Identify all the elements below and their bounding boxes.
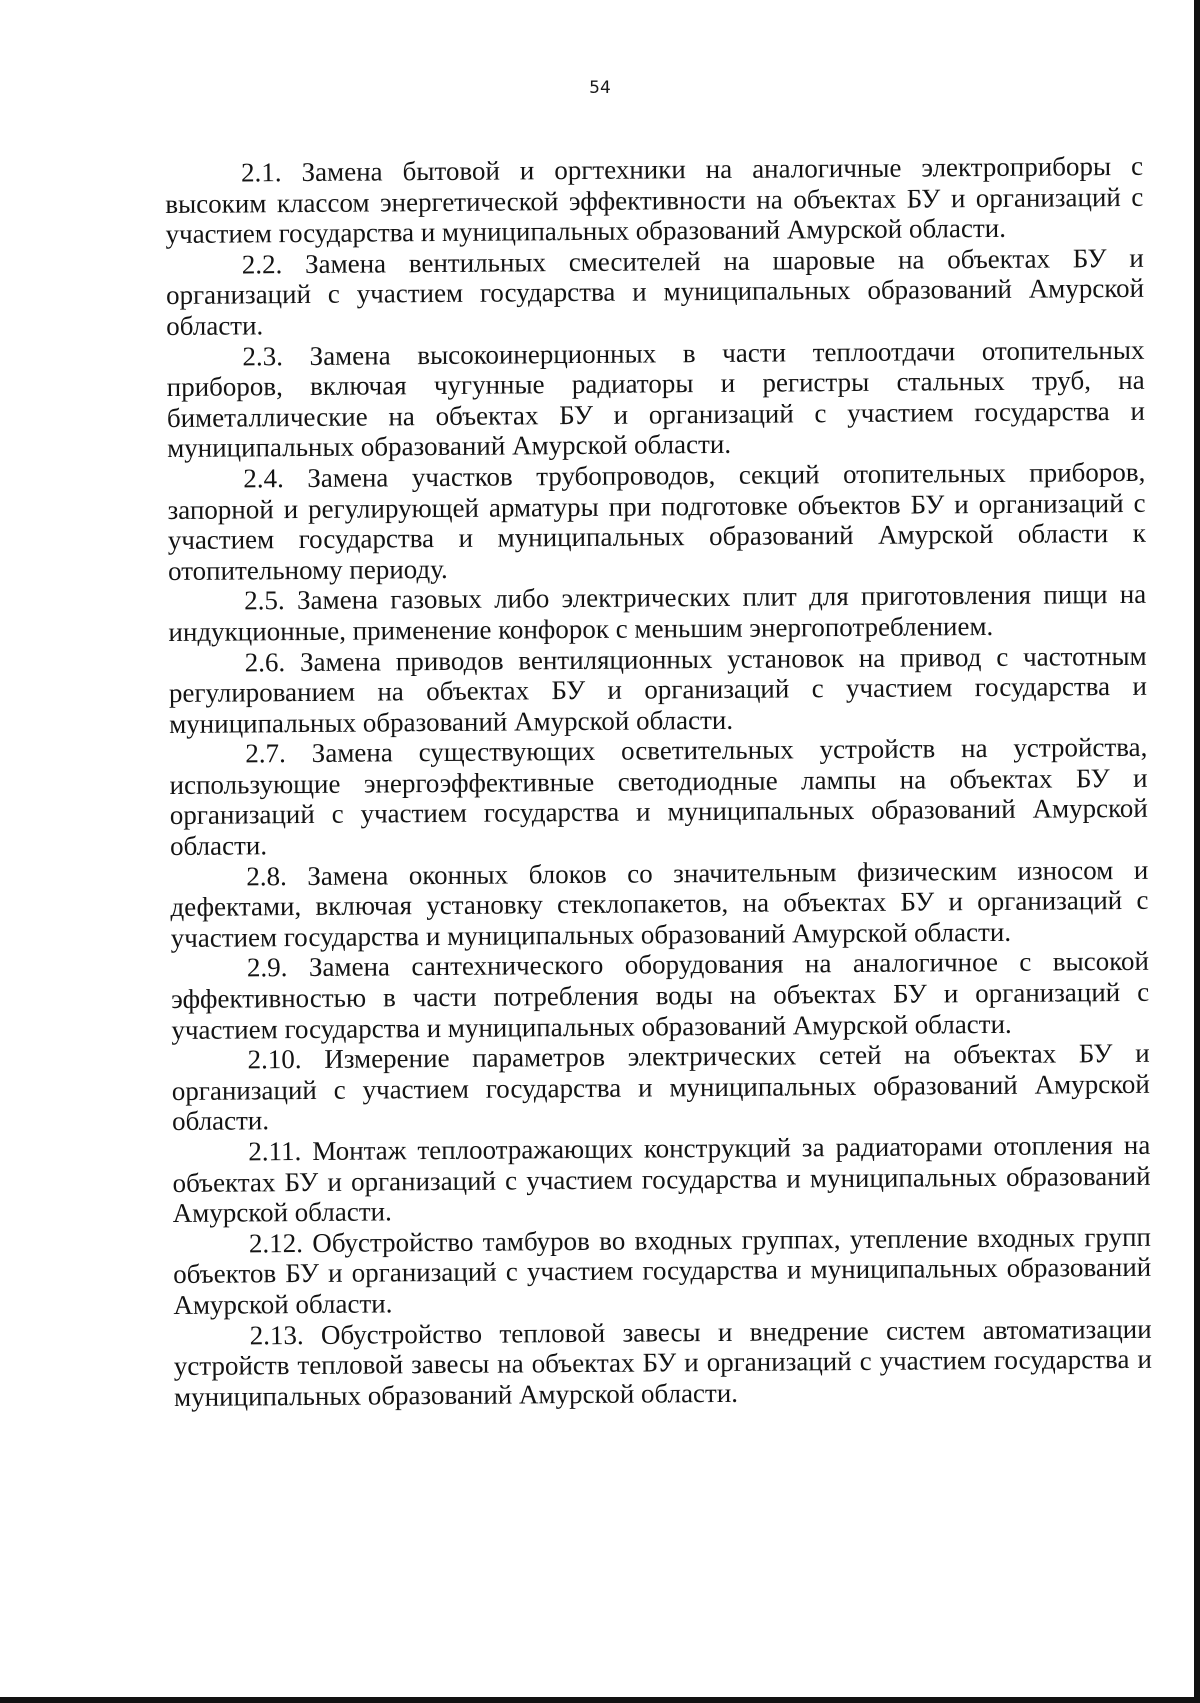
paragraph-2-10: 2.10. Измерение параметров электрических сетей на объектах БУ и организаций с участием государства и муниципальных образований Амурской области. xyxy=(171,1038,1150,1137)
page-number: 54 xyxy=(589,78,611,98)
scan-edge-bottom xyxy=(0,1697,1200,1703)
paragraph-2-9: 2.9. Замена сантехнического оборудования на аналогичное с высокой эффективностью в части потребления воды на объектах БУ и организаций с участием государства и муниципальных образований Амурской области. xyxy=(171,946,1150,1045)
paragraph-2-8: 2.8. Замена оконных блоков со значительным физическим износом и дефектами, включая установку стеклопакетов, на объектах БУ и организаций с участием государства и муниципальных образований Амурской области. xyxy=(170,854,1149,953)
paragraph-2-12: 2.12. Обустройство тамбуров во входных группах, утепление входных групп объектов БУ и организаций с участием государства и муниципальных образований Амурской области. xyxy=(173,1221,1152,1320)
paragraph-2-11: 2.11. Монтаж теплоотражающих конструкций за радиаторами отопления на объектах БУ и организаций с участием государства и муниципальных образований Амурской области. xyxy=(172,1129,1151,1229)
document-body xyxy=(165,151,1152,1412)
scan-edge-right xyxy=(1194,0,1200,1703)
paragraph-2-6: 2.6. Замена приводов вентиляционных установок на привод с частотным регулированием на объектах БУ и организаций с участием государства и муниципальных образований Амурской области. xyxy=(168,640,1148,739)
paragraph-2-1: 2.1. Замена бытовой и оргтехники на аналогичные электроприборы с высоким классом энергетической эффективности на объектах БУ и организаций с участием государства и муниципальных образований Амурской области. xyxy=(165,150,1144,250)
paragraph-2-2: 2.2. Замена вентильных смесителей на шаровые на объектах БУ и организаций с участием государства и муниципальных образований Амурской области. xyxy=(165,242,1145,341)
paragraph-2-5: 2.5. Замена газовых либо электрических плит для приготовления пищи на индукционные, применение конфорок с меньшим энергопотреблением. xyxy=(168,579,1147,647)
paragraph-2-13: 2.13. Обустройство тепловой завесы и внедрение систем автоматизации устройств тепловой завесы на объектах БУ и организаций с участием государства и муниципальных образований Амурской области. xyxy=(173,1313,1152,1412)
paragraph-2-7: 2.7. Замена существующих осветительных устройств на устройства, использующие энергоэффективные светодиодные лампы на объектах БУ и организаций с участием государства и муниципальных образований Амурской области. xyxy=(169,732,1148,862)
paragraph-2-4: 2.4. Замена участков трубопроводов, секций отопительных приборов, запорной и регулирующей арматуры при подготовке объектов БУ и организаций с участием государства и муниципальных образований Амурской области к отопительному периоду. xyxy=(167,456,1146,586)
paragraph-2-3: 2.3. Замена высокоинерционных в части теплоотдачи отопительных приборов, включая чугунные радиаторы и регистры стальных труб, на биметаллические на объектах БУ и организаций с участием государства и муниципальных образований Амурской области. xyxy=(166,334,1145,464)
